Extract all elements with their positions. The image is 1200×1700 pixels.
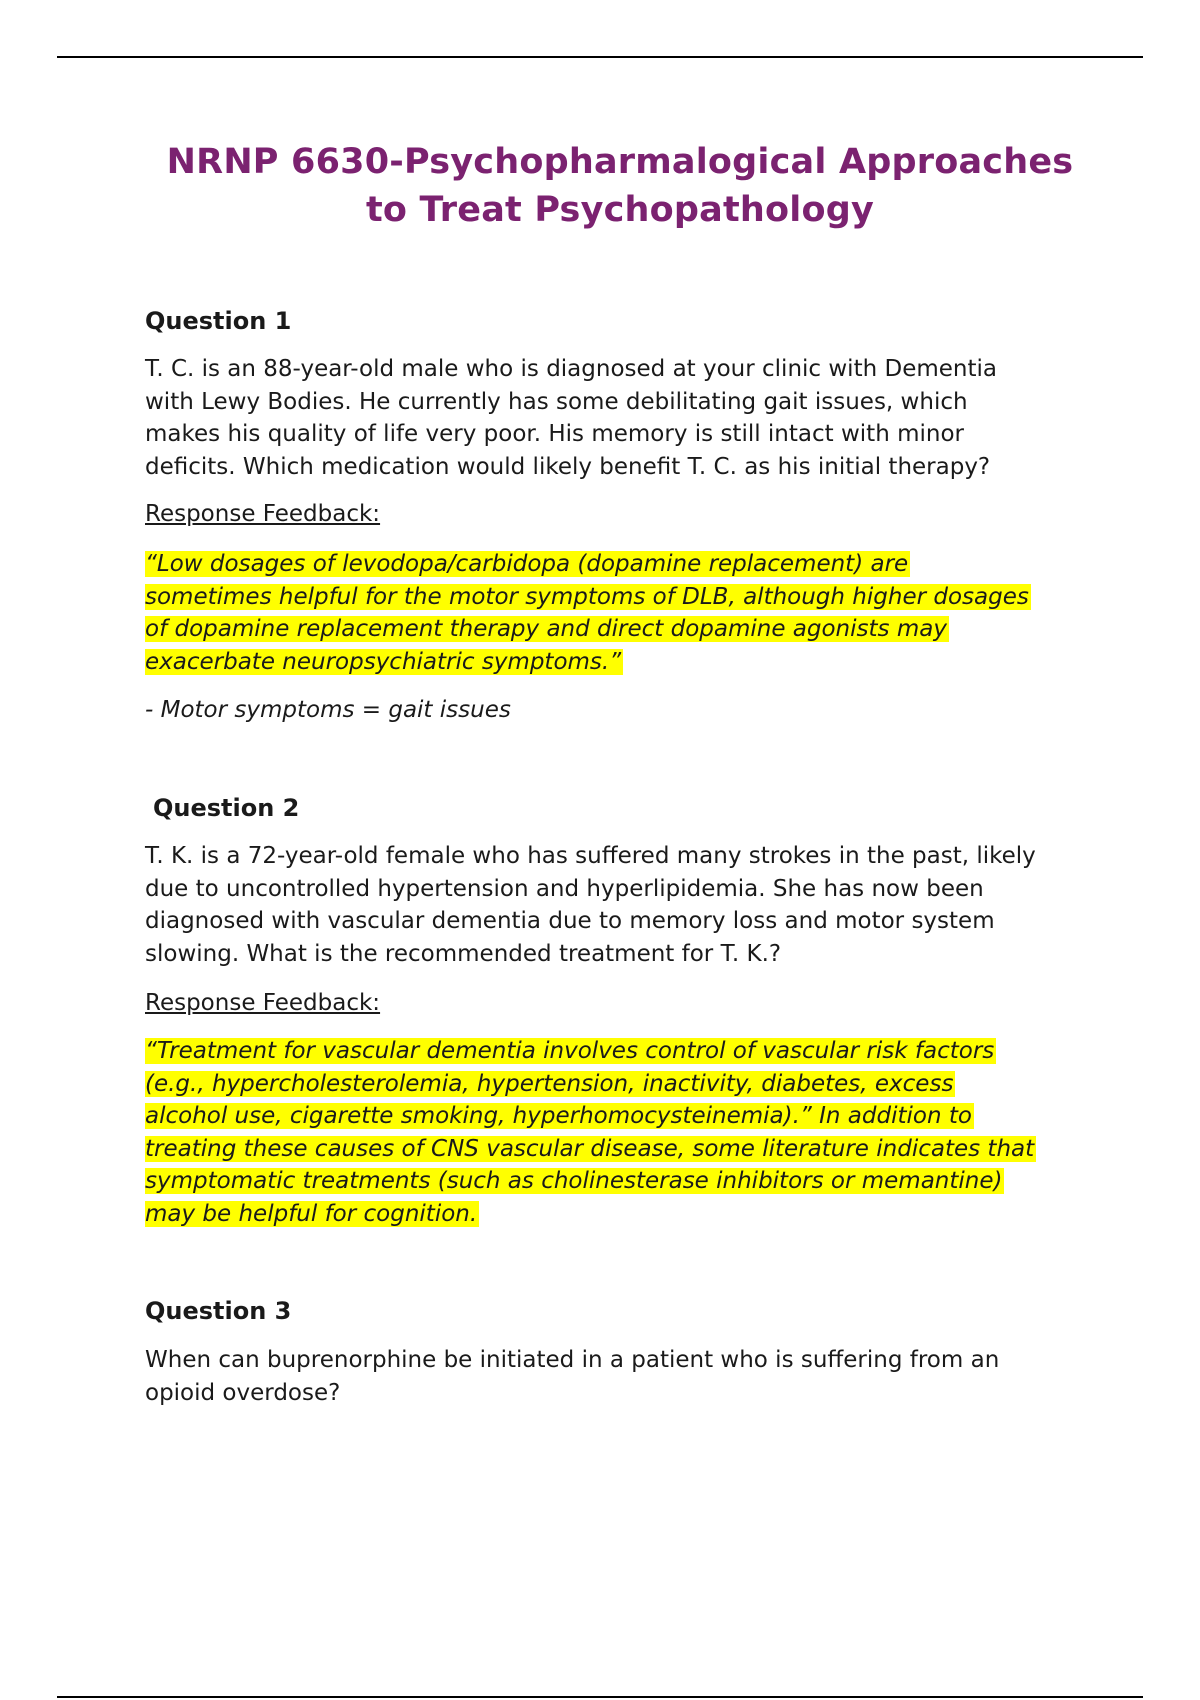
question-2-heading: Question 2 — [153, 794, 300, 822]
question-2-line: slowing. What is the recommended treatment for T. K.? — [145, 940, 782, 967]
top-rule — [57, 56, 1143, 58]
question-2-line: T. K. is a 72-year-old female who has suffered many strokes in the past, likely — [145, 843, 1036, 869]
question-2-feedback-label: Response Feedback: — [145, 990, 381, 1016]
title-line-1: NRNP 6630-Psychopharmalogical Approaches — [166, 142, 1074, 182]
question-3-heading: Question 3 — [145, 1297, 292, 1325]
question-3-line: When can buprenorphine be initiated in a patient who is suffering from an — [145, 1347, 1000, 1373]
question-3-text — [145, 1344, 1085, 1409]
feedback-line: of dopamine replacement therapy and direct dopamine agonists may — [145, 616, 947, 642]
feedback-line: “Low dosages of levodopa/carbidopa (dopamine replacement) are — [145, 551, 909, 577]
question-1-line: T. C. is an 88-year-old male who is diagnosed at your clinic with Dementia — [145, 356, 997, 382]
question-1-line: with Lewy Bodies. He currently has some debilitating gait issues, which — [145, 388, 968, 415]
question-1-feedback — [145, 548, 1085, 678]
title-line-2: to Treat Psychopathology — [366, 190, 874, 230]
bottom-rule — [57, 1696, 1143, 1698]
question-2-line: diagnosed with vascular dementia due to memory loss and motor system — [145, 908, 995, 934]
feedback-line: (e.g., hypercholesterolemia, hypertension, inactivity, diabetes, excess — [145, 1070, 954, 1097]
document-title — [140, 138, 1100, 234]
question-2-text — [145, 840, 1085, 970]
feedback-line: “Treatment for vascular dementia involves control of vascular risk factors — [145, 1038, 995, 1064]
feedback-line: symptomatic treatments (such as cholinesterase inhibitors or memantine) — [145, 1168, 1003, 1194]
question-1-line: makes his quality of life very poor. His memory is still intact with minor — [145, 421, 964, 447]
question-2-line: due to uncontrolled hypertension and hyperlipidemia. She has now been — [145, 875, 984, 902]
feedback-line: alcohol use, cigarette smoking, hyperhomocysteinemia).” In addition to — [145, 1103, 972, 1129]
question-1-heading: Question 1 — [145, 307, 292, 335]
question-2-feedback — [145, 1035, 1085, 1230]
question-1-text — [145, 353, 1085, 483]
feedback-line: sometimes helpful for the motor symptoms of DLB, although higher dosages — [145, 583, 1029, 610]
question-1-feedback-label: Response Feedback: — [145, 501, 381, 527]
feedback-line: exacerbate neuropsychiatric symptoms.” — [145, 648, 622, 675]
question-3-line: opioid overdose? — [145, 1379, 341, 1406]
feedback-line: treating these causes of CNS vascular disease, some literature indicates that — [145, 1135, 1035, 1162]
feedback-line: may be helpful for cognition. — [145, 1200, 478, 1227]
question-1-note: - Motor symptoms = gait issues — [145, 697, 511, 723]
question-1-line: deficits. Which medication would likely benefit T. C. as his initial therapy? — [145, 453, 991, 480]
